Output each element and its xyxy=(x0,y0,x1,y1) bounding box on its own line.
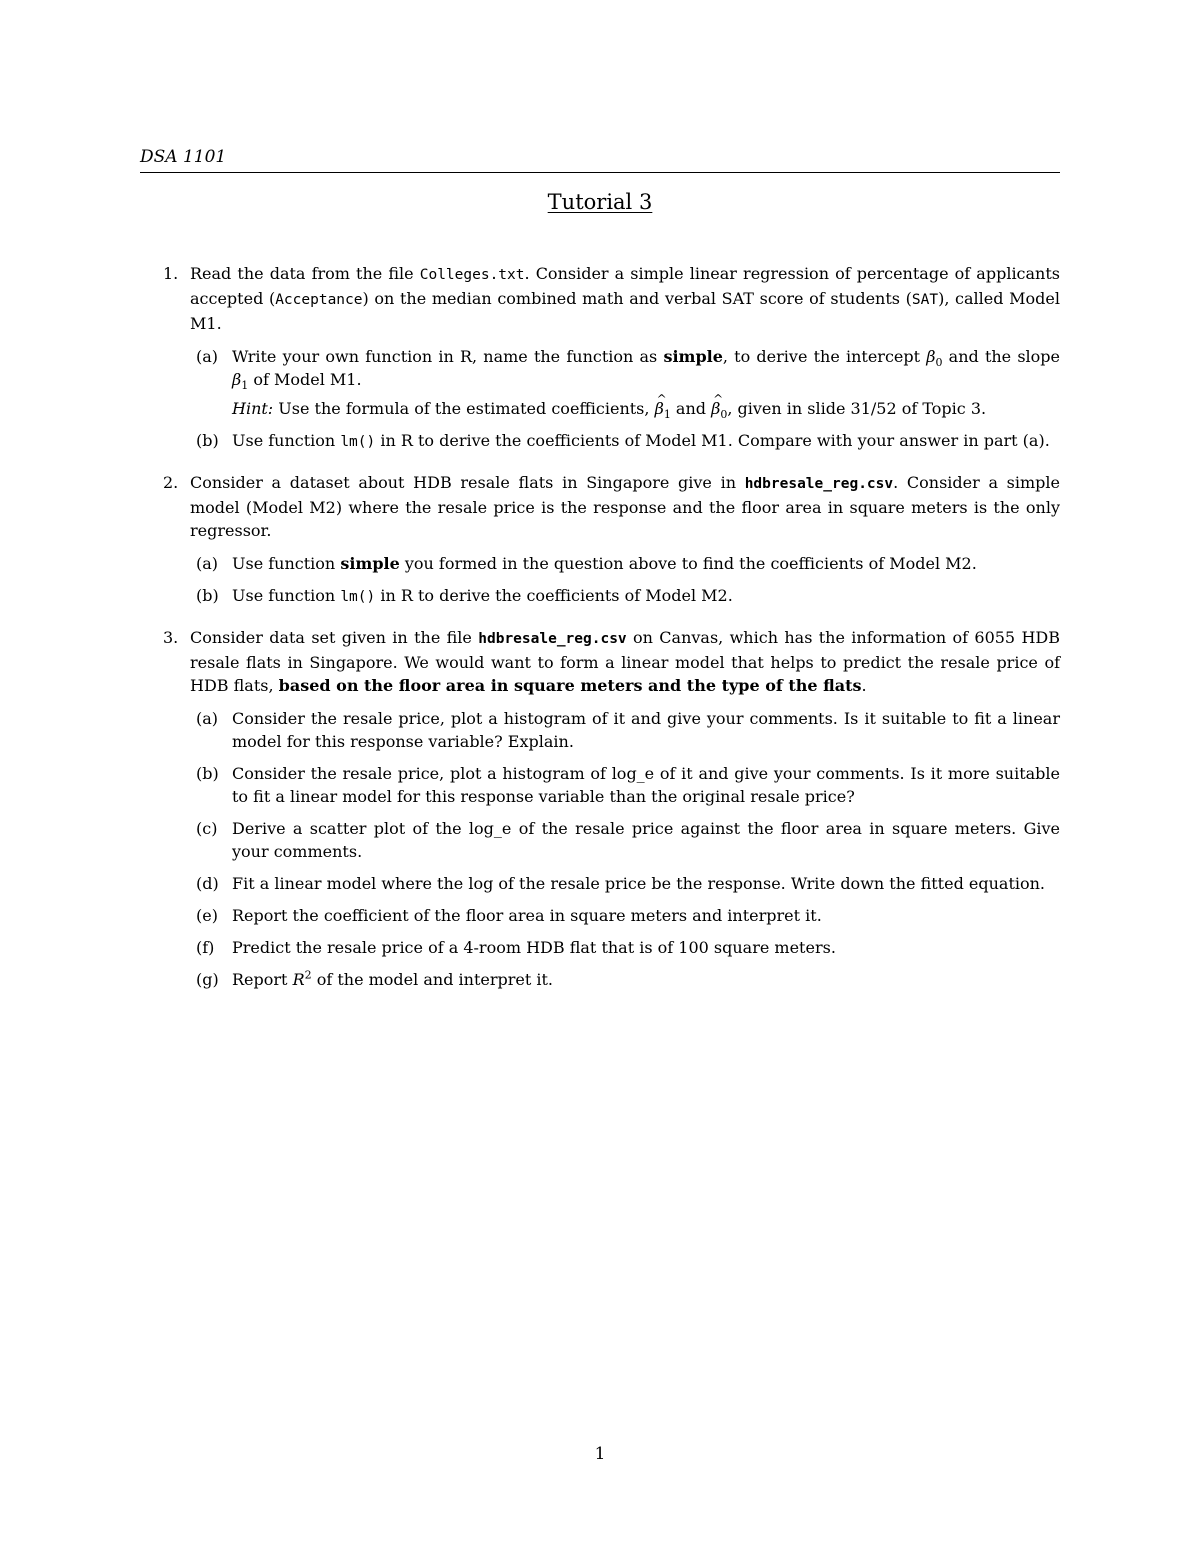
function-name: lm() xyxy=(340,589,376,605)
question-text: on Canvas, which has the information of 6055 HDB resale flats in Singapore. We would want to form a linear model that helps to predict the resale price of HDB flats, xyxy=(190,628,1060,695)
beta0-hat-subscript: 0 xyxy=(720,408,728,422)
page-title xyxy=(0,190,1200,214)
page-header xyxy=(140,147,1060,173)
subquestion-text: you formed in the question above to find the coefficients of Model M2. xyxy=(399,554,977,573)
subquestion-3c xyxy=(190,817,1060,863)
subquestion-text: of Model M1. xyxy=(248,370,362,389)
subquestion-text: Use function xyxy=(232,431,341,450)
question-list xyxy=(163,262,1061,1008)
subquestion-label: (b) xyxy=(196,586,219,605)
title-text: Tutorial 3 xyxy=(547,190,653,214)
subquestion-text: Consider the resale price, plot a histogram of it and give your comments. Is it suitable to fit a linear model for this response variable? Explain. xyxy=(232,709,1060,751)
subquestion-list xyxy=(190,552,1060,609)
r-squared-superscript: 2 xyxy=(304,968,312,982)
subquestion-3e xyxy=(190,904,1060,927)
subquestion-text: Use function xyxy=(232,554,341,573)
subquestion-label: (a) xyxy=(196,347,219,366)
question-text: ), called Model M1. xyxy=(190,289,1060,333)
subquestion-label: (b) xyxy=(196,764,219,783)
subquestion-label: (a) xyxy=(196,554,219,573)
filename: hdbresale_reg.csv xyxy=(744,476,894,492)
subquestion-text: in R to derive the coefficients of Model M2. xyxy=(375,586,733,605)
subquestion-text: Derive a scatter plot of the log_e of the resale price against the floor area in square meters. Give your comments. xyxy=(232,819,1060,861)
hint xyxy=(232,397,1060,420)
subquestion-text: Report the coefficient of the floor area in square meters and interpret it. xyxy=(232,906,822,925)
subquestion-text: Consider the resale price, plot a histogram of log_e of it and give your comments. Is it more suitable to fit a linear model for this response variable than the original resale price? xyxy=(232,764,1060,806)
function-name: simple xyxy=(340,554,400,573)
question-number: 1. xyxy=(163,264,179,283)
course-code: DSA 1101 xyxy=(140,147,227,167)
subquestion-label: (c) xyxy=(196,819,218,838)
subquestion-label: (d) xyxy=(196,874,219,893)
emphasis-text: based on the floor area in square meters and the type of the flats xyxy=(278,676,862,695)
subquestion-3d xyxy=(190,872,1060,895)
question-text: . xyxy=(861,676,867,695)
subquestion-text: in R to derive the coefficients of Model M1. Compare with your answer in part (a). xyxy=(375,431,1050,450)
question-text: Consider data set given in the file xyxy=(190,628,479,647)
function-name: simple xyxy=(663,347,723,366)
page-number: 1 xyxy=(594,1444,606,1464)
filename: Colleges.txt xyxy=(419,267,525,283)
r-squared-symbol: R xyxy=(292,970,305,989)
beta1-subscript: 1 xyxy=(241,379,249,393)
subquestion-list xyxy=(190,707,1060,991)
subquestion-list xyxy=(190,345,1060,454)
subquestion-2b xyxy=(190,584,1060,609)
question-text: . Consider a simple model (Model M2) where the resale price is the response and the floor area in square meters is the only regressor. xyxy=(190,473,1060,540)
subquestion-1b xyxy=(190,429,1060,454)
hint-text: and xyxy=(670,399,712,418)
hint-text: Use the formula of the estimated coefficients, xyxy=(273,399,655,418)
filename: hdbresale_reg.csv xyxy=(478,631,627,647)
subquestion-text: Use function xyxy=(232,586,341,605)
subquestion-text: Write your own function in R, name the function as xyxy=(232,347,664,366)
question-number: 2. xyxy=(163,473,179,492)
beta1-symbol: β xyxy=(232,370,242,389)
question-text: . Consider a simple linear regression of percentage of applicants accepted ( xyxy=(190,264,1061,308)
beta1-hat-subscript: 1 xyxy=(663,408,671,422)
beta1-hat-symbol: ^ β xyxy=(655,397,664,420)
subquestion-label: (b) xyxy=(196,431,219,450)
question-1 xyxy=(163,262,1061,454)
subquestion-text: Predict the resale price of a 4-room HDB flat that is of 100 square meters. xyxy=(232,938,836,957)
question-text: ) on the median combined math and verbal SAT score of students ( xyxy=(362,289,912,308)
hint-text: , given in slide 31/52 of Topic 3. xyxy=(727,399,987,418)
question-number: 3. xyxy=(163,628,179,647)
variable-name: SAT xyxy=(911,292,939,308)
subquestion-label: (a) xyxy=(196,709,219,728)
question-text: Consider a dataset about HDB resale flats in Singapore give in xyxy=(190,473,745,492)
question-3 xyxy=(163,626,1060,991)
hint-label: Hint: xyxy=(232,399,274,418)
subquestion-text: Report xyxy=(232,970,293,989)
subquestion-label: (f) xyxy=(196,938,215,957)
subquestion-label: (e) xyxy=(196,906,218,925)
beta0-subscript: 0 xyxy=(935,356,943,370)
subquestion-2a xyxy=(190,552,1060,575)
subquestion-text: and the slope xyxy=(942,347,1060,366)
question-text: Read the data from the file xyxy=(190,264,420,283)
beta0-hat-symbol: ^ β xyxy=(711,397,720,420)
subquestion-3f xyxy=(190,936,1060,959)
subquestion-3b xyxy=(190,762,1060,808)
subquestion-label: (g) xyxy=(196,970,219,989)
question-2 xyxy=(163,471,1060,609)
function-name: lm() xyxy=(340,434,376,450)
subquestion-text: Fit a linear model where the log of the resale price be the response. Write down the fitted equation. xyxy=(232,874,1046,893)
subquestion-3a xyxy=(190,707,1060,753)
subquestion-text: , to derive the intercept xyxy=(722,347,927,366)
subquestion-3g xyxy=(190,968,1060,991)
variable-name: Acceptance xyxy=(275,292,363,308)
beta0-symbol: β xyxy=(926,347,936,366)
subquestion-1a xyxy=(190,345,1060,420)
subquestion-text: of the model and interpret it. xyxy=(311,970,553,989)
